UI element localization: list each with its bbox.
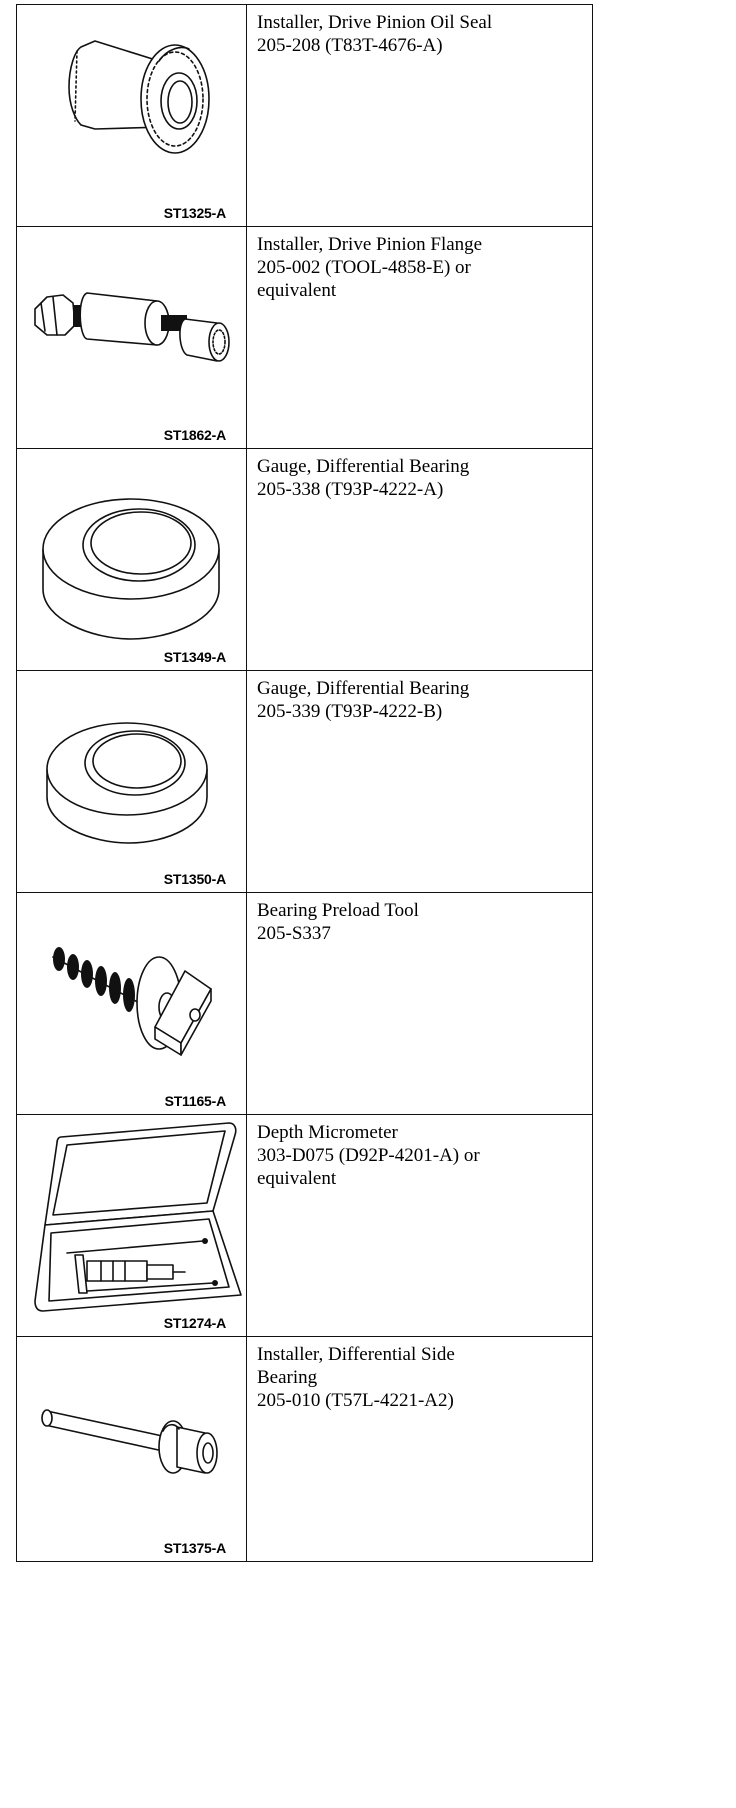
tool-number: 205-002 (TOOL-4858-E) or bbox=[257, 257, 471, 278]
table-row bbox=[17, 1337, 593, 1562]
tool-description-cell bbox=[247, 227, 593, 449]
tool-illustration-cell bbox=[17, 5, 247, 227]
tool-note: equivalent bbox=[257, 280, 337, 301]
tool-number: 205-010 (T57L-4221-A2) bbox=[257, 1390, 454, 1411]
tool-code: ST1349-A bbox=[163, 649, 226, 665]
tool-name: Gauge, Differential Bearing bbox=[257, 678, 470, 699]
table-row bbox=[17, 671, 593, 893]
tool-code: ST1862-A bbox=[163, 427, 226, 443]
tool-name: Installer, Drive Pinion Flange bbox=[257, 234, 483, 255]
tool-code: ST1350-A bbox=[163, 871, 226, 887]
tool-illustration-cell bbox=[17, 227, 247, 449]
table-row bbox=[17, 5, 593, 227]
tool-description-cell bbox=[247, 1115, 593, 1337]
table-row bbox=[17, 893, 593, 1115]
tool-name: Gauge, Differential Bearing bbox=[257, 456, 470, 477]
tool-illustration-cell bbox=[17, 1337, 247, 1562]
tool-code: ST1274-A bbox=[163, 1315, 226, 1331]
tool-name: Depth Micrometer bbox=[257, 1122, 398, 1143]
table-row bbox=[17, 227, 593, 449]
tool-number: 205-S337 bbox=[257, 923, 331, 944]
tool-name: Installer, Differential Side bbox=[257, 1344, 455, 1365]
tool-name: Installer, Drive Pinion Oil Seal bbox=[257, 12, 493, 33]
table-row bbox=[17, 1115, 593, 1337]
tool-code: ST1325-A bbox=[163, 205, 226, 221]
tool-code: ST1165-A bbox=[164, 1093, 226, 1109]
special-tools-table bbox=[16, 4, 593, 1562]
tool-illustration-cell bbox=[17, 449, 247, 671]
table-row bbox=[17, 449, 593, 671]
tool-number: 205-208 (T83T-4676-A) bbox=[257, 35, 443, 56]
tool-note: equivalent bbox=[257, 1168, 337, 1189]
preload-tool-icon bbox=[17, 893, 246, 1115]
bearing-gauge-ring-icon bbox=[17, 671, 246, 893]
tool-description-cell bbox=[247, 893, 593, 1115]
tool-illustration-cell bbox=[17, 893, 247, 1115]
depth-micrometer-case-icon bbox=[17, 1115, 246, 1337]
tool-name-cont: Bearing bbox=[257, 1367, 318, 1388]
tool-name: Bearing Preload Tool bbox=[257, 900, 419, 921]
side-bearing-installer-icon bbox=[17, 1337, 246, 1559]
tool-description-cell bbox=[247, 1337, 593, 1562]
tool-number: 205-339 (T93P-4222-B) bbox=[257, 701, 443, 722]
tool-description-cell bbox=[247, 671, 593, 893]
tool-illustration-cell bbox=[17, 671, 247, 893]
tool-description-cell bbox=[247, 449, 593, 671]
seal-installer-icon bbox=[17, 5, 246, 227]
tool-description-cell bbox=[247, 5, 593, 227]
tool-code: ST1375-A bbox=[163, 1540, 226, 1556]
bearing-gauge-ring-icon bbox=[17, 449, 246, 671]
tool-number: 205-338 (T93P-4222-A) bbox=[257, 479, 444, 500]
tool-number: 303-D075 (D92P-4201-A) or bbox=[257, 1145, 480, 1166]
flange-installer-icon bbox=[17, 227, 246, 449]
tool-illustration-cell bbox=[17, 1115, 247, 1337]
